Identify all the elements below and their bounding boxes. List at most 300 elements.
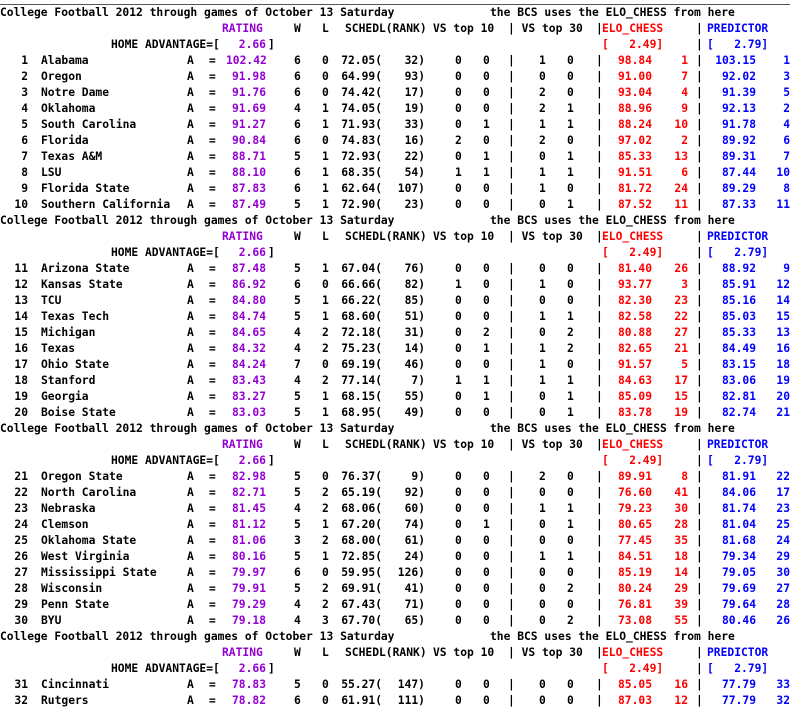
predictor-rank: 33 (776, 678, 790, 691)
schedule-rank: 22) (404, 150, 425, 163)
divider: | (508, 310, 515, 323)
predictor-rank: 7 (783, 150, 790, 163)
elo-rank: 26 (674, 262, 688, 275)
home-advantage-rating: 2.66 (238, 246, 266, 259)
top30-wins: 0 (539, 694, 546, 707)
team-row (0, 533, 804, 549)
losses: 0 (322, 358, 329, 371)
top10-losses: 0 (483, 550, 490, 563)
rank: 29 (14, 598, 28, 611)
top10-losses: 1 (483, 390, 490, 403)
elo-rank: 3 (681, 278, 688, 291)
predictor-rank: 18 (776, 358, 790, 371)
column-header-line (0, 437, 804, 453)
divider: | (508, 102, 515, 115)
wins: 4 (294, 342, 301, 355)
elo-rank: 18 (674, 550, 688, 563)
equals-sign: = (209, 566, 216, 579)
wins: 5 (294, 678, 301, 691)
top10-wins: 2 (455, 134, 462, 147)
header-elo: ELO_CHESS (602, 438, 664, 451)
team-row (0, 501, 804, 517)
elo-value: 89.91 (617, 470, 652, 483)
schedule-strength: 68.15( (341, 390, 382, 403)
home-advantage-line (0, 661, 804, 677)
schedule-strength: 72.90( (341, 198, 382, 211)
divider: | (596, 470, 603, 483)
elo-value: 77.45 (617, 534, 652, 547)
predictor-rank: 26 (776, 614, 790, 627)
rank: 23 (14, 502, 28, 515)
elo-value: 85.05 (617, 678, 652, 691)
header-predictor: PREDICTOR (707, 646, 769, 659)
top10-wins: 0 (455, 486, 462, 499)
divider: | (508, 678, 515, 691)
section-title: College Football 2012 through games of October 13 Saturday (0, 422, 395, 435)
schedule-rank: 65) (404, 614, 425, 627)
division: A (187, 70, 194, 83)
divider: | (508, 342, 515, 355)
top10-wins: 0 (455, 150, 462, 163)
team-row (0, 485, 804, 501)
header-schedule: SCHEDL(RANK) (345, 230, 427, 243)
elo-value: 88.24 (617, 118, 652, 131)
elo-rank: 29 (674, 582, 688, 595)
elo-rank: 30 (674, 502, 688, 515)
header-wins: W (294, 22, 301, 35)
losses: 1 (322, 166, 329, 179)
divider: | (508, 70, 515, 83)
team-row (0, 677, 804, 693)
rating-value: 84.74 (231, 310, 266, 323)
division: A (187, 486, 194, 499)
divider: | (696, 518, 703, 531)
elo-rank: 2 (681, 134, 688, 147)
divider: | (508, 278, 515, 291)
rating-value: 88.71 (231, 150, 266, 163)
top30-wins: 1 (539, 118, 546, 131)
header-vs-top10: VS top 10 (433, 22, 495, 35)
equals-sign: = (209, 294, 216, 307)
divider: | (596, 70, 603, 83)
divider: | (596, 150, 603, 163)
schedule-rank: 147) (397, 678, 425, 691)
wins: 6 (294, 134, 301, 147)
header-elo: ELO_CHESS (602, 230, 664, 243)
predictor-value: 85.16 (721, 294, 756, 307)
division: A (187, 198, 194, 211)
top30-losses: 0 (567, 694, 574, 707)
top30-wins: 2 (539, 470, 546, 483)
top30-losses: 0 (567, 54, 574, 67)
home-advantage-close: ] (268, 246, 275, 259)
wins: 5 (294, 550, 301, 563)
schedule-strength: 65.19( (341, 486, 382, 499)
team-row (0, 581, 804, 597)
wins: 5 (294, 518, 301, 531)
home-advantage-elo: [ 2.49] (602, 38, 664, 51)
header-wins: W (294, 646, 301, 659)
predictor-value: 81.91 (721, 470, 756, 483)
rank: 30 (14, 614, 28, 627)
losses: 2 (322, 582, 329, 595)
equals-sign: = (209, 694, 216, 707)
top30-wins: 0 (539, 294, 546, 307)
predictor-rank: 19 (776, 374, 790, 387)
rating-value: 91.98 (231, 70, 266, 83)
team-name: West Virginia (41, 550, 130, 563)
divider: | (696, 342, 703, 355)
top10-wins: 0 (455, 262, 462, 275)
divider: | (508, 470, 515, 483)
elo-value: 80.65 (617, 518, 652, 531)
losses: 0 (322, 134, 329, 147)
top10-wins: 0 (455, 86, 462, 99)
header-vs-top10: VS top 10 (433, 646, 495, 659)
predictor-value: 79.69 (721, 582, 756, 595)
top10-losses: 1 (483, 166, 490, 179)
losses: 1 (322, 390, 329, 403)
top10-losses: 0 (483, 470, 490, 483)
wins: 4 (294, 502, 301, 515)
predictor-rank: 14 (776, 294, 790, 307)
schedule-rank: 82) (404, 278, 425, 291)
division: A (187, 598, 194, 611)
home-advantage-predictor: [ 2.79] (707, 38, 769, 51)
schedule-rank: 33) (404, 118, 425, 131)
top10-losses: 0 (483, 566, 490, 579)
wins: 5 (294, 198, 301, 211)
rating-value: 79.91 (231, 582, 266, 595)
schedule-rank: 32) (404, 54, 425, 67)
wins: 4 (294, 326, 301, 339)
rank: 16 (14, 342, 28, 355)
top10-wins: 0 (455, 326, 462, 339)
losses: 2 (322, 534, 329, 547)
equals-sign: = (209, 390, 216, 403)
top30-wins: 0 (539, 598, 546, 611)
rank: 11 (14, 262, 28, 275)
top30-wins: 0 (539, 534, 546, 547)
top30-losses: 0 (567, 358, 574, 371)
predictor-rank: 8 (783, 182, 790, 195)
top30-losses: 1 (567, 198, 574, 211)
schedule-strength: 72.18( (341, 326, 382, 339)
team-name: Georgia (41, 390, 89, 403)
losses: 0 (322, 678, 329, 691)
top30-losses: 1 (567, 118, 574, 131)
predictor-rank: 23 (776, 502, 790, 515)
top30-wins: 0 (539, 518, 546, 531)
top30-losses: 0 (567, 470, 574, 483)
rating-value: 91.27 (231, 118, 266, 131)
top30-wins: 1 (539, 310, 546, 323)
team-row (0, 357, 804, 373)
predictor-rank: 16 (776, 342, 790, 355)
team-row (0, 309, 804, 325)
predictor-value: 91.39 (721, 86, 756, 99)
predictor-rank: 11 (776, 198, 790, 211)
divider: | (696, 470, 703, 483)
schedule-rank: 107) (397, 182, 425, 195)
schedule-rank: 19) (404, 102, 425, 115)
elo-value: 76.60 (617, 486, 652, 499)
division: A (187, 182, 194, 195)
divider: | (596, 614, 603, 627)
team-name: Texas A&M (41, 150, 103, 163)
divider: | (596, 406, 603, 419)
top30-wins: 0 (539, 262, 546, 275)
predictor-value: 85.03 (721, 310, 756, 323)
top30-losses: 2 (567, 326, 574, 339)
wins: 4 (294, 102, 301, 115)
rank: 5 (21, 118, 28, 131)
divider: | (696, 358, 703, 371)
predictor-value: 81.74 (721, 502, 756, 515)
top10-wins: 0 (455, 566, 462, 579)
elo-value: 85.09 (617, 390, 652, 403)
team-name: North Carolina (41, 486, 137, 499)
divider: | (596, 678, 603, 691)
top30-wins: 2 (539, 102, 546, 115)
rating-value: 83.27 (231, 390, 266, 403)
home-advantage-line (0, 453, 804, 469)
predictor-value: 79.05 (721, 566, 756, 579)
rating-value: 83.03 (231, 406, 266, 419)
home-advantage-predictor: [ 2.79] (707, 662, 769, 675)
divider: | (696, 198, 703, 211)
wins: 5 (294, 262, 301, 275)
wins: 4 (294, 614, 301, 627)
top10-wins: 0 (455, 198, 462, 211)
schedule-rank: 54) (404, 166, 425, 179)
top30-wins: 0 (539, 150, 546, 163)
divider: | (508, 198, 515, 211)
predictor-value: 82.81 (721, 390, 756, 403)
predictor-value: 88.92 (721, 262, 756, 275)
losses: 1 (322, 118, 329, 131)
elo-rank: 9 (681, 102, 688, 115)
top10-losses: 0 (483, 182, 490, 195)
team-name: Wisconsin (41, 582, 103, 595)
losses: 1 (322, 102, 329, 115)
top10-wins: 0 (455, 614, 462, 627)
top10-losses: 0 (483, 102, 490, 115)
top30-losses: 0 (567, 678, 574, 691)
predictor-rank: 15 (776, 310, 790, 323)
team-name: Oregon (41, 70, 82, 83)
elo-rank: 55 (674, 614, 688, 627)
losses: 0 (322, 86, 329, 99)
elo-value: 73.08 (617, 614, 652, 627)
top10-wins: 0 (455, 358, 462, 371)
equals-sign: = (209, 534, 216, 547)
losses: 0 (322, 70, 329, 83)
wins: 6 (294, 566, 301, 579)
divider: | (596, 390, 603, 403)
wins: 6 (294, 278, 301, 291)
header-losses: L (322, 646, 329, 659)
divider: | (596, 566, 603, 579)
elo-value: 98.84 (617, 54, 652, 67)
divider: | (596, 294, 603, 307)
elo-rank: 4 (681, 86, 688, 99)
wins: 5 (294, 390, 301, 403)
losses: 1 (322, 310, 329, 323)
wins: 5 (294, 310, 301, 323)
elo-value: 85.33 (617, 150, 652, 163)
losses: 0 (322, 470, 329, 483)
divider: | (696, 166, 703, 179)
division: A (187, 534, 194, 547)
top30-wins: 1 (539, 54, 546, 67)
header-wins: W (294, 438, 301, 451)
rank: 6 (21, 134, 28, 147)
schedule-strength: 66.22( (341, 294, 382, 307)
top10-losses: 0 (483, 598, 490, 611)
predictor-value: 85.91 (721, 278, 756, 291)
team-row (0, 373, 804, 389)
equals-sign: = (209, 582, 216, 595)
divider: | (696, 294, 703, 307)
division: A (187, 502, 194, 515)
elo-rank: 1 (681, 54, 688, 67)
elo-value: 83.78 (617, 406, 652, 419)
predictor-rank: 12 (776, 278, 790, 291)
schedule-rank: 7) (411, 374, 425, 387)
top10-losses: 2 (483, 326, 490, 339)
top10-losses: 1 (483, 342, 490, 355)
top10-wins: 0 (455, 406, 462, 419)
predictor-value: 89.31 (721, 150, 756, 163)
rating-value: 87.49 (231, 198, 266, 211)
wins: 5 (294, 470, 301, 483)
predictor-value: 83.15 (721, 358, 756, 371)
predictor-value: 91.78 (721, 118, 756, 131)
home-advantage-label: HOME ADVANTAGE=[ (111, 662, 220, 675)
divider: | (508, 134, 515, 147)
divider: | (508, 534, 515, 547)
header-predictor: PREDICTOR (707, 230, 769, 243)
top10-losses: 0 (483, 134, 490, 147)
divider: | (696, 374, 703, 387)
divider: | (508, 86, 515, 99)
divider: | (596, 134, 603, 147)
top30-wins: 1 (539, 550, 546, 563)
top10-losses: 0 (483, 358, 490, 371)
predictor-value: 77.79 (721, 694, 756, 707)
divider: | (696, 134, 703, 147)
top30-losses: 1 (567, 502, 574, 515)
header-rating: RATING (222, 230, 263, 243)
header-losses: L (322, 22, 329, 35)
team-row (0, 197, 804, 213)
section-title-line (0, 421, 804, 437)
elo-value: 93.77 (617, 278, 652, 291)
losses: 0 (322, 54, 329, 67)
rank: 2 (21, 70, 28, 83)
schedule-strength: 75.23( (341, 342, 382, 355)
top10-losses: 0 (483, 582, 490, 595)
section-title-line (0, 629, 804, 645)
division: A (187, 166, 194, 179)
header-vs-top30: | VS top 30 (508, 22, 583, 35)
team-name: Oklahoma State (41, 534, 137, 547)
section-title-line (0, 5, 804, 21)
top10-losses: 0 (483, 614, 490, 627)
team-name: TCU (41, 294, 62, 307)
team-row (0, 469, 804, 485)
rank: 14 (14, 310, 28, 323)
predictor-rank: 5 (783, 86, 790, 99)
wins: 4 (294, 598, 301, 611)
top10-losses: 1 (483, 150, 490, 163)
team-row (0, 85, 804, 101)
rank: 31 (14, 678, 28, 691)
divider: | (596, 182, 603, 195)
header-wins: W (294, 230, 301, 243)
header-divider: | (596, 22, 603, 35)
rating-value: 84.32 (231, 342, 266, 355)
elo-value: 87.52 (617, 198, 652, 211)
top10-losses: 0 (483, 70, 490, 83)
header-divider: | (596, 438, 603, 451)
wins: 6 (294, 118, 301, 131)
elo-value: 79.23 (617, 502, 652, 515)
team-row (0, 597, 804, 613)
header-rating: RATING (222, 22, 263, 35)
team-name: Ohio State (41, 358, 110, 371)
predictor-value: 79.64 (721, 598, 756, 611)
division: A (187, 566, 194, 579)
top30-losses: 0 (567, 534, 574, 547)
schedule-strength: 71.93( (341, 118, 382, 131)
predictor-rank: 27 (776, 582, 790, 595)
top30-wins: 0 (539, 198, 546, 211)
home-advantage-predictor: [ 2.79] (707, 454, 769, 467)
team-row (0, 613, 804, 629)
elo-rank: 15 (674, 390, 688, 403)
schedule-strength: 76.37( (341, 470, 382, 483)
division: A (187, 582, 194, 595)
top30-wins: 0 (539, 566, 546, 579)
divider: | (696, 150, 703, 163)
top10-wins: 0 (455, 182, 462, 195)
team-name: Oklahoma (41, 102, 96, 115)
top10-losses: 0 (483, 86, 490, 99)
wins: 6 (294, 166, 301, 179)
header-elo: ELO_CHESS (602, 22, 664, 35)
elo-rank: 24 (674, 182, 688, 195)
elo-rank: 14 (674, 566, 688, 579)
divider: | (596, 198, 603, 211)
rank: 24 (14, 518, 28, 531)
losses: 3 (322, 614, 329, 627)
rating-value: 91.76 (231, 86, 266, 99)
equals-sign: = (209, 470, 216, 483)
losses: 1 (322, 518, 329, 531)
schedule-rank: 31) (404, 326, 425, 339)
schedule-rank: 61) (404, 534, 425, 547)
elo-rank: 11 (674, 198, 688, 211)
division: A (187, 86, 194, 99)
divider: | (596, 54, 603, 67)
top30-losses: 0 (567, 134, 574, 147)
rating-value: 81.45 (231, 502, 266, 515)
equals-sign: = (209, 166, 216, 179)
top30-losses: 1 (567, 390, 574, 403)
schedule-rank: 24) (404, 550, 425, 563)
